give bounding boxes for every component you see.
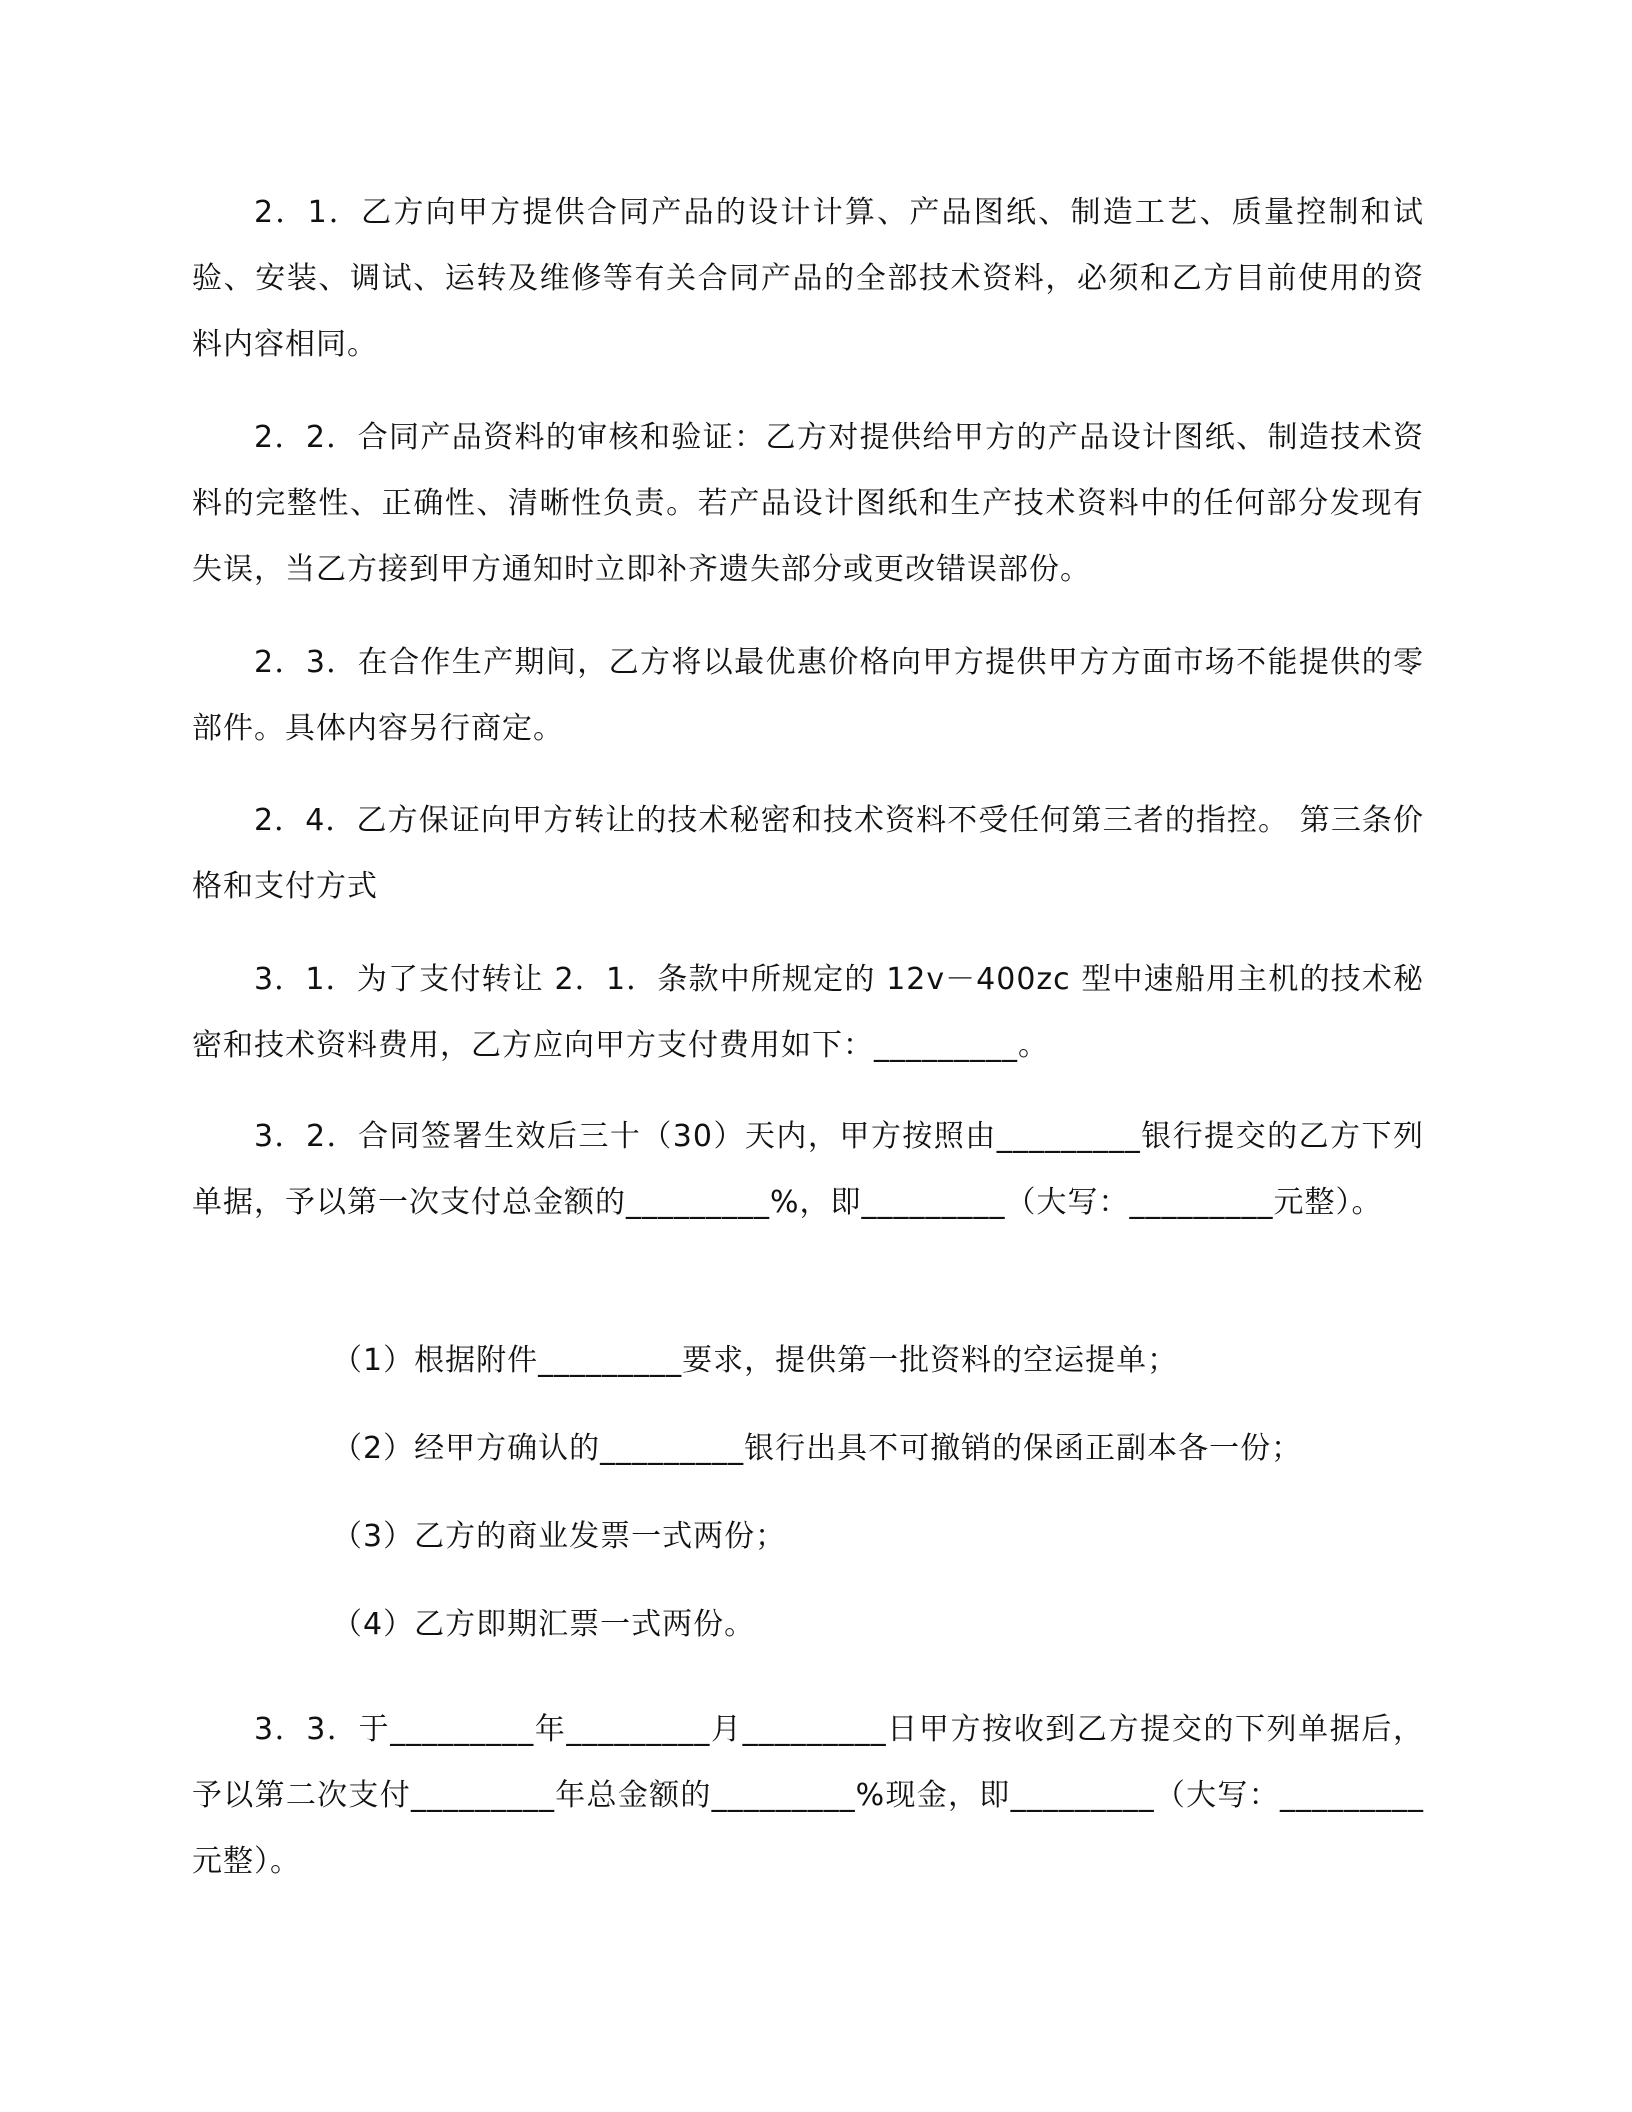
list-item-text: （1）根据附件_________要求，提供第一批资料的空运提单； xyxy=(332,1343,1179,1378)
list-item-text: （2）经甲方确认的_________银行出具不可撤销的保函正副本各一份； xyxy=(332,1431,1303,1466)
clause-2-4 xyxy=(192,788,1424,920)
clause-2-2-text: 2．2．合同产品资料的审核和验证：乙方对提供给甲方的产品设计图纸、制造技术资料的完整性、正确性、清晰性负责。若产品设计图纸和生产技术资料中的任何部分发现有失误，当乙方接到甲方通知时立即补齐遗失部分或更改错误部份。 xyxy=(192,420,1424,587)
clause-3-2 xyxy=(192,1104,1424,1236)
clause-2-3 xyxy=(192,630,1424,762)
list-item-text: （3）乙方的商业发票一式两份； xyxy=(332,1519,787,1554)
clause-2-1 xyxy=(192,180,1424,378)
list-item-text: （4）乙方即期汇票一式两份。 xyxy=(332,1607,756,1642)
clause-3-3-text: 3．3．于_________年_________月_________日甲方按收到乙方提交的下列单据后，予以第二次支付_________年总金额的_________%现金，即_________（大写：_________元整）。 xyxy=(192,1712,1424,1879)
clause-2-3-text: 2．3．在合作生产期间，乙方将以最优惠价格向甲方提供甲方方面市场不能提供的零部件。具体内容另行商定。 xyxy=(192,645,1424,746)
clause-2-4-text: 2．4．乙方保证向甲方转让的技术秘密和技术资料不受任何第三者的指控。 第三条价格和支付方式 xyxy=(192,803,1424,904)
clause-2-1-text: 2．1．乙方向甲方提供合同产品的设计计算、产品图纸、制造工艺、质量控制和试验、安装、调试、运转及维修等有关合同产品的全部技术资料，必须和乙方目前使用的资料内容相同。 xyxy=(192,195,1424,362)
clause-3-1-text: 3．1．为了支付转让 2．1．条款中所规定的 12v－400zc 型中速船用主机的技术秘密和技术资料费用，乙方应向甲方支付费用如下：_________。 xyxy=(192,962,1424,1063)
list-item xyxy=(332,1592,1424,1658)
list-item xyxy=(332,1504,1424,1570)
clause-2-2 xyxy=(192,405,1424,603)
list-item xyxy=(332,1328,1424,1394)
clause-3-2-text: 3．2．合同签署生效后三十（30）天内，甲方按照由_________银行提交的乙方下列单据，予以第一次支付总金额的_________%，即_________（大写：_________元整）。 xyxy=(192,1119,1424,1220)
list-item xyxy=(332,1416,1424,1482)
clause-3-1 xyxy=(192,947,1424,1079)
clause-3-3 xyxy=(192,1697,1424,1895)
